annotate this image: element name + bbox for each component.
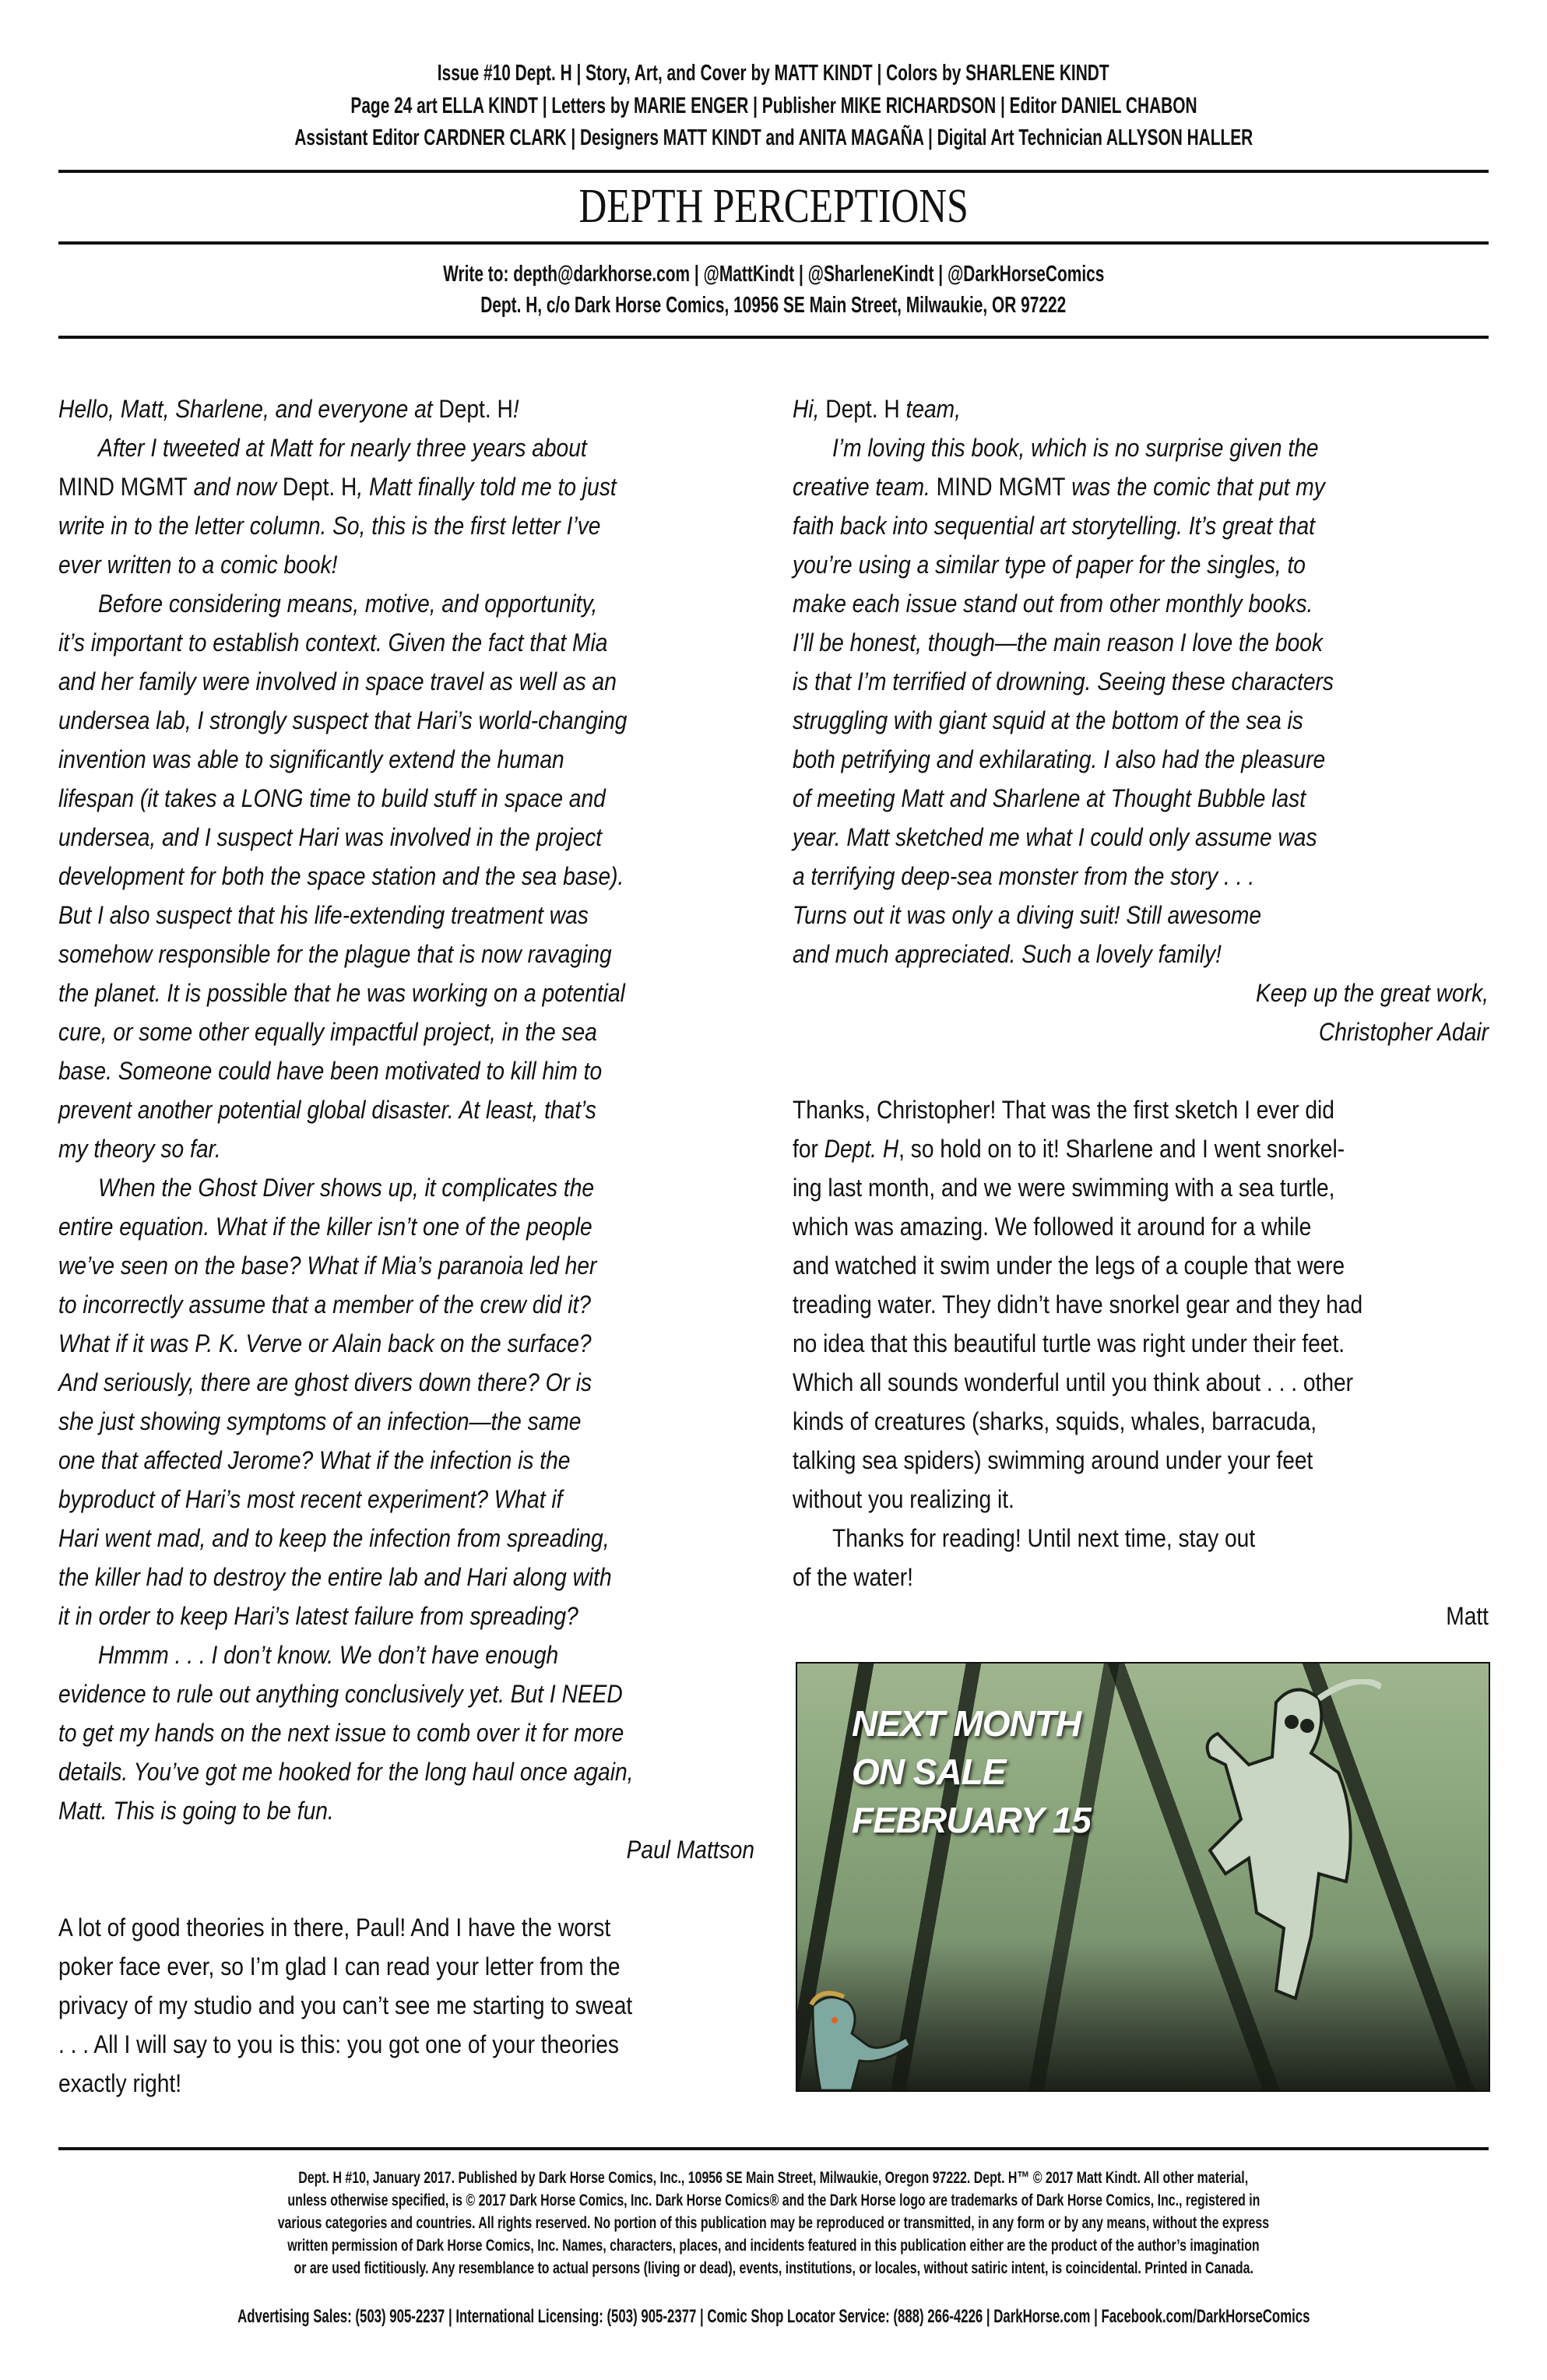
letter-1-signature: Paul Mattson bbox=[626, 1836, 754, 1864]
diver-illustration-icon bbox=[1202, 1679, 1381, 2006]
letter-1-line: prevent another potential global disaster. At least, that’s bbox=[58, 1096, 596, 1124]
credits-text-2: Page 24 art ELLA KINDT | Letters by MARIE ENGER | Publisher MIKE RICHARDSON | Editor DANIEL CHABON bbox=[350, 93, 1197, 118]
text-run: , so hold on to it! Sharlene and I went snorkel- bbox=[898, 1135, 1345, 1163]
credits-text-3: Assistant Editor CARDNER CLARK | Designers MATT KINDT and ANITA MAGAÑA | Digital Art Technician ALLYSON HALLER bbox=[294, 125, 1253, 150]
letter-1-line: undersea, and I suspect Hari was involved in the project bbox=[58, 823, 603, 851]
legal-line-3 bbox=[0, 2212, 1547, 2234]
letter-2-line: you’re using a similar type of paper for the singles, to bbox=[793, 551, 1306, 579]
letter-2-line: faith back into sequential art storytelling. It’s great that bbox=[793, 512, 1315, 540]
reply-1-line: privacy of my studio and you can’t see me starting to sweat bbox=[58, 1991, 633, 2019]
letter-1-line: we’ve seen on the base? What if Mia’s paranoia led her bbox=[58, 1252, 597, 1280]
letter-1-line: to incorrectly assume that a member of the crew did it? bbox=[58, 1290, 591, 1319]
letter-1-line: to get my hands on the next issue to comb over it for more bbox=[58, 1719, 624, 1747]
reply-2-line: Thanks, Christopher! That was the first sketch I ever did bbox=[793, 1096, 1334, 1124]
letter-1-line: byproduct of Hari’s most recent experiment? What if bbox=[58, 1485, 563, 1513]
credits-line-3 bbox=[0, 122, 1547, 153]
spacer bbox=[58, 1869, 751, 1908]
letter-1-line: ever written to a comic book! bbox=[58, 551, 338, 579]
reply-1-line: poker face ever, so I’m glad I can read your letter from the bbox=[58, 1952, 621, 1980]
credits-line-2 bbox=[0, 90, 1547, 121]
promo-line-2: ON SALE bbox=[852, 1752, 1006, 1792]
letter-1-line: Matt. This is going to be fun. bbox=[58, 1797, 334, 1825]
letter-1-line: one that affected Jerome? What if the infection is the bbox=[58, 1446, 571, 1474]
letter-1-line: it in order to keep Hari’s latest failure from spreading? bbox=[58, 1602, 578, 1630]
letter-1-line: and her family were involved in space travel as well as an bbox=[58, 667, 617, 695]
letter-1-line: it’s important to establish context. Given the fact that Mia bbox=[58, 628, 608, 657]
letter-2-line: I’m loving this book, which is no surprise given the bbox=[832, 434, 1319, 462]
contact-line-1 bbox=[0, 259, 1547, 290]
legal-line-5 bbox=[0, 2257, 1547, 2280]
column-title-text: DEPTH PERCEPTIONS bbox=[578, 180, 969, 233]
reply-1-line: A lot of good theories in there, Paul! And I have the worst bbox=[58, 1914, 611, 1942]
letter-1-line: But I also suspect that his life-extending treatment was bbox=[58, 901, 589, 929]
promo-line-3: FEBRUARY 15 bbox=[852, 1800, 1091, 1840]
next-month-promo-art bbox=[796, 1662, 1490, 2092]
reply-2-line bbox=[793, 1129, 1405, 1168]
divider-rule bbox=[58, 170, 1489, 173]
title-reference: Dept. H bbox=[438, 395, 513, 423]
reply-2-line: kinds of creatures (sharks, squids, whales, barracuda, bbox=[793, 1407, 1317, 1435]
reply-2-line: of the water! bbox=[793, 1563, 913, 1591]
letter-2-closing: Keep up the great work, bbox=[1256, 979, 1489, 1007]
text-run: team, bbox=[899, 395, 961, 423]
contact-text-1: Write to: depth@darkhorse.com | @MattKindt | @SharleneKindt | @DarkHorseComics bbox=[442, 262, 1105, 287]
legal-text: various categories and countries. All rights reserved. No portion of this publication may be reproduced or transmitted, in any form or by any means, without the express bbox=[277, 2213, 1270, 2232]
credits-text-1: Issue #10 Dept. H | Story, Art, and Cover by MATT KINDT | Colors by SHARLENE KINDT bbox=[438, 61, 1109, 86]
text-run: for bbox=[793, 1135, 824, 1163]
text-run: ! bbox=[512, 395, 519, 423]
letter-2-line: I’ll be honest, though—the main reason I love the book bbox=[793, 628, 1323, 657]
reply-1-line: . . . All I will say to you is this: you got one of your theories bbox=[58, 2030, 619, 2058]
letter-1-line: somehow responsible for the plague that is now ravaging bbox=[58, 940, 612, 968]
letter-1-line: After I tweeted at Matt for nearly three years about bbox=[98, 434, 587, 462]
reply-2-line: ing last month, and we were swimming with a sea turtle, bbox=[793, 1174, 1335, 1202]
text-run: , Matt finally told me to just bbox=[357, 473, 617, 501]
letter-1-line: my theory so far. bbox=[58, 1135, 221, 1163]
letter-1-line: the planet. It is possible that he was working on a potential bbox=[58, 979, 625, 1007]
reply-2-line: Thanks for reading! Until next time, stay out bbox=[832, 1524, 1256, 1552]
promo-text bbox=[852, 1699, 1091, 1844]
letter-2-line: Turns out it was only a diving suit! Still awesome bbox=[793, 901, 1262, 929]
reply-2-line: without you realizing it. bbox=[793, 1485, 1014, 1513]
legal-text: written permission of Dark Horse Comics, Inc. Names, characters, places, and incidents featured in this publication either are the product of the author’s imagination bbox=[287, 2236, 1260, 2255]
letter-2-line: make each issue stand out from other monthly books. bbox=[793, 590, 1313, 618]
reply-2-line: talking sea spiders) swimming around under your feet bbox=[793, 1446, 1313, 1474]
title-reference: MIND MGMT bbox=[936, 473, 1066, 501]
text-run: Hi, bbox=[793, 395, 826, 423]
footer-contact-text: Advertising Sales: (503) 905-2237 | International Licensing: (503) 905-2377 | Comic Shop Locator Service: (888) 266-4226 | DarkHorse.com | Facebook.com/DarkHorseComics bbox=[237, 2306, 1310, 2327]
reply-2-line: Which all sounds wonderful until you think about . . . other bbox=[793, 1368, 1354, 1396]
letter-2-line: a terrifying deep-sea monster from the story . . . bbox=[793, 862, 1255, 890]
sea-creature-illustration-icon bbox=[805, 1991, 914, 2090]
letter-1-line: When the Ghost Diver shows up, it complicates the bbox=[98, 1174, 595, 1202]
divider-rule bbox=[58, 241, 1489, 245]
letter-1-line: evidence to rule out anything conclusively yet. But I NEED bbox=[58, 1680, 623, 1708]
legal-text: unless otherwise specified, is © 2017 Dark Horse Comics, Inc. Dark Horse Comics® and the Dark Horse logo are trademarks of Dark Horse Comics, Inc., registered in bbox=[287, 2191, 1260, 2209]
text-run: creative team. bbox=[793, 473, 937, 501]
letter-1-line: undersea lab, I strongly suspect that Hari’s world-changing bbox=[58, 706, 628, 734]
title-reference: Dept. H bbox=[824, 1135, 899, 1163]
reply-2-line: which was amazing. We followed it around for a while bbox=[793, 1213, 1312, 1241]
letter-1-line: Hari went mad, and to keep the infection from spreading, bbox=[58, 1524, 610, 1552]
letter-2-line: both petrifying and exhilarating. I also had the pleasure bbox=[793, 745, 1326, 773]
letter-1-line: cure, or some other equally impactful project, in the sea bbox=[58, 1018, 597, 1046]
legal-text: Dept. H #10, January 2017. Published by Dark Horse Comics, Inc., 10956 SE Main Street, Milwaukie, Oregon 97222. Dept. H™ © 2017 Matt Kindt. All other material, bbox=[298, 2168, 1249, 2187]
promo-line-1: NEXT MONTH bbox=[852, 1703, 1081, 1744]
letter-2-line: and much appreciated. Such a lovely family! bbox=[793, 940, 1222, 968]
letter-1-line: she just showing symptoms of an infection—the same bbox=[58, 1407, 582, 1435]
reply-2-signature: Matt bbox=[1446, 1602, 1489, 1630]
letter-1-line bbox=[58, 467, 668, 506]
letter-1-greeting bbox=[58, 389, 668, 428]
contact-text-2: Dept. H, c/o Dark Horse Comics, 10956 SE Main Street, Milwaukie, OR 97222 bbox=[480, 293, 1067, 318]
reply-2-line: treading water. They didn’t have snorkel gear and they had bbox=[793, 1290, 1363, 1319]
credits-line-1 bbox=[0, 58, 1547, 89]
legal-line-2 bbox=[0, 2189, 1547, 2212]
letter-1-line: lifespan (it takes a LONG time to build stuff in space and bbox=[58, 784, 606, 812]
footer-contact-line bbox=[0, 2304, 1547, 2330]
text-run: was the comic that put my bbox=[1065, 473, 1325, 501]
letter-2-line: of meeting Matt and Sharlene at Thought Bubble last bbox=[793, 784, 1306, 812]
reply-1-line: exactly right! bbox=[58, 2069, 182, 2097]
title-reference: MIND MGMT bbox=[58, 473, 188, 501]
title-reference: Dept. H bbox=[282, 473, 357, 501]
letter-2-line bbox=[793, 467, 1405, 506]
legal-line-4 bbox=[0, 2234, 1547, 2257]
letter-1-line: And seriously, there are ghost divers down there? Or is bbox=[58, 1368, 592, 1396]
contact-line-2 bbox=[0, 290, 1547, 321]
text-run: Hello, Matt, Sharlene, and everyone at bbox=[58, 395, 439, 423]
divider-rule bbox=[58, 2147, 1489, 2150]
letter-1-line: base. Someone could have been motivated to kill him to bbox=[58, 1057, 603, 1085]
letter-1-line: write in to the letter column. So, this is the first letter I’ve bbox=[58, 512, 601, 540]
legal-line-1 bbox=[0, 2167, 1547, 2189]
divider-rule bbox=[58, 336, 1489, 339]
spacer bbox=[793, 1051, 1489, 1090]
letter-1-line: What if it was P. K. Verve or Alain back on the surface? bbox=[58, 1329, 592, 1357]
letter-2-line: struggling with giant squid at the bottom of the sea is bbox=[793, 706, 1303, 734]
reply-2-line: and watched it swim under the legs of a couple that were bbox=[793, 1252, 1345, 1280]
letter-1-line: Hmmm . . . I don’t know. We don’t have enough bbox=[98, 1641, 559, 1669]
letter-2-line: is that I’m terrified of drowning. Seeing these characters bbox=[793, 667, 1334, 695]
letter-1-line: details. You’ve got me hooked for the long haul once again, bbox=[58, 1758, 634, 1786]
title-reference: Dept. H bbox=[825, 395, 900, 423]
text-run: and now bbox=[187, 473, 283, 501]
letter-1-line: invention was able to significantly extend the human bbox=[58, 745, 564, 773]
reply-2-line: no idea that this beautiful turtle was right under their feet. bbox=[793, 1329, 1345, 1357]
letter-2-line: year. Matt sketched me what I could only assume was bbox=[793, 823, 1317, 851]
letter-1-line: entire equation. What if the killer isn’t one of the people bbox=[58, 1213, 592, 1241]
right-column bbox=[793, 389, 1489, 1635]
letter-1-line: development for both the space station and the sea base). bbox=[58, 862, 624, 890]
letter-1-line: the killer had to destroy the entire lab and Hari along with bbox=[58, 1563, 612, 1591]
column-title bbox=[0, 178, 1547, 235]
letter-2-greeting bbox=[793, 389, 1405, 428]
left-column bbox=[58, 389, 754, 2103]
letter-1-line: Before considering means, motive, and opportunity, bbox=[98, 590, 598, 618]
letter-2-signature: Christopher Adair bbox=[1318, 1018, 1489, 1046]
legal-text: or are used fictitiously. Any resemblance to actual persons (living or dead), events, institutions, or locales, without satiric intent, is coincidental. Printed in Canada. bbox=[294, 2259, 1253, 2277]
